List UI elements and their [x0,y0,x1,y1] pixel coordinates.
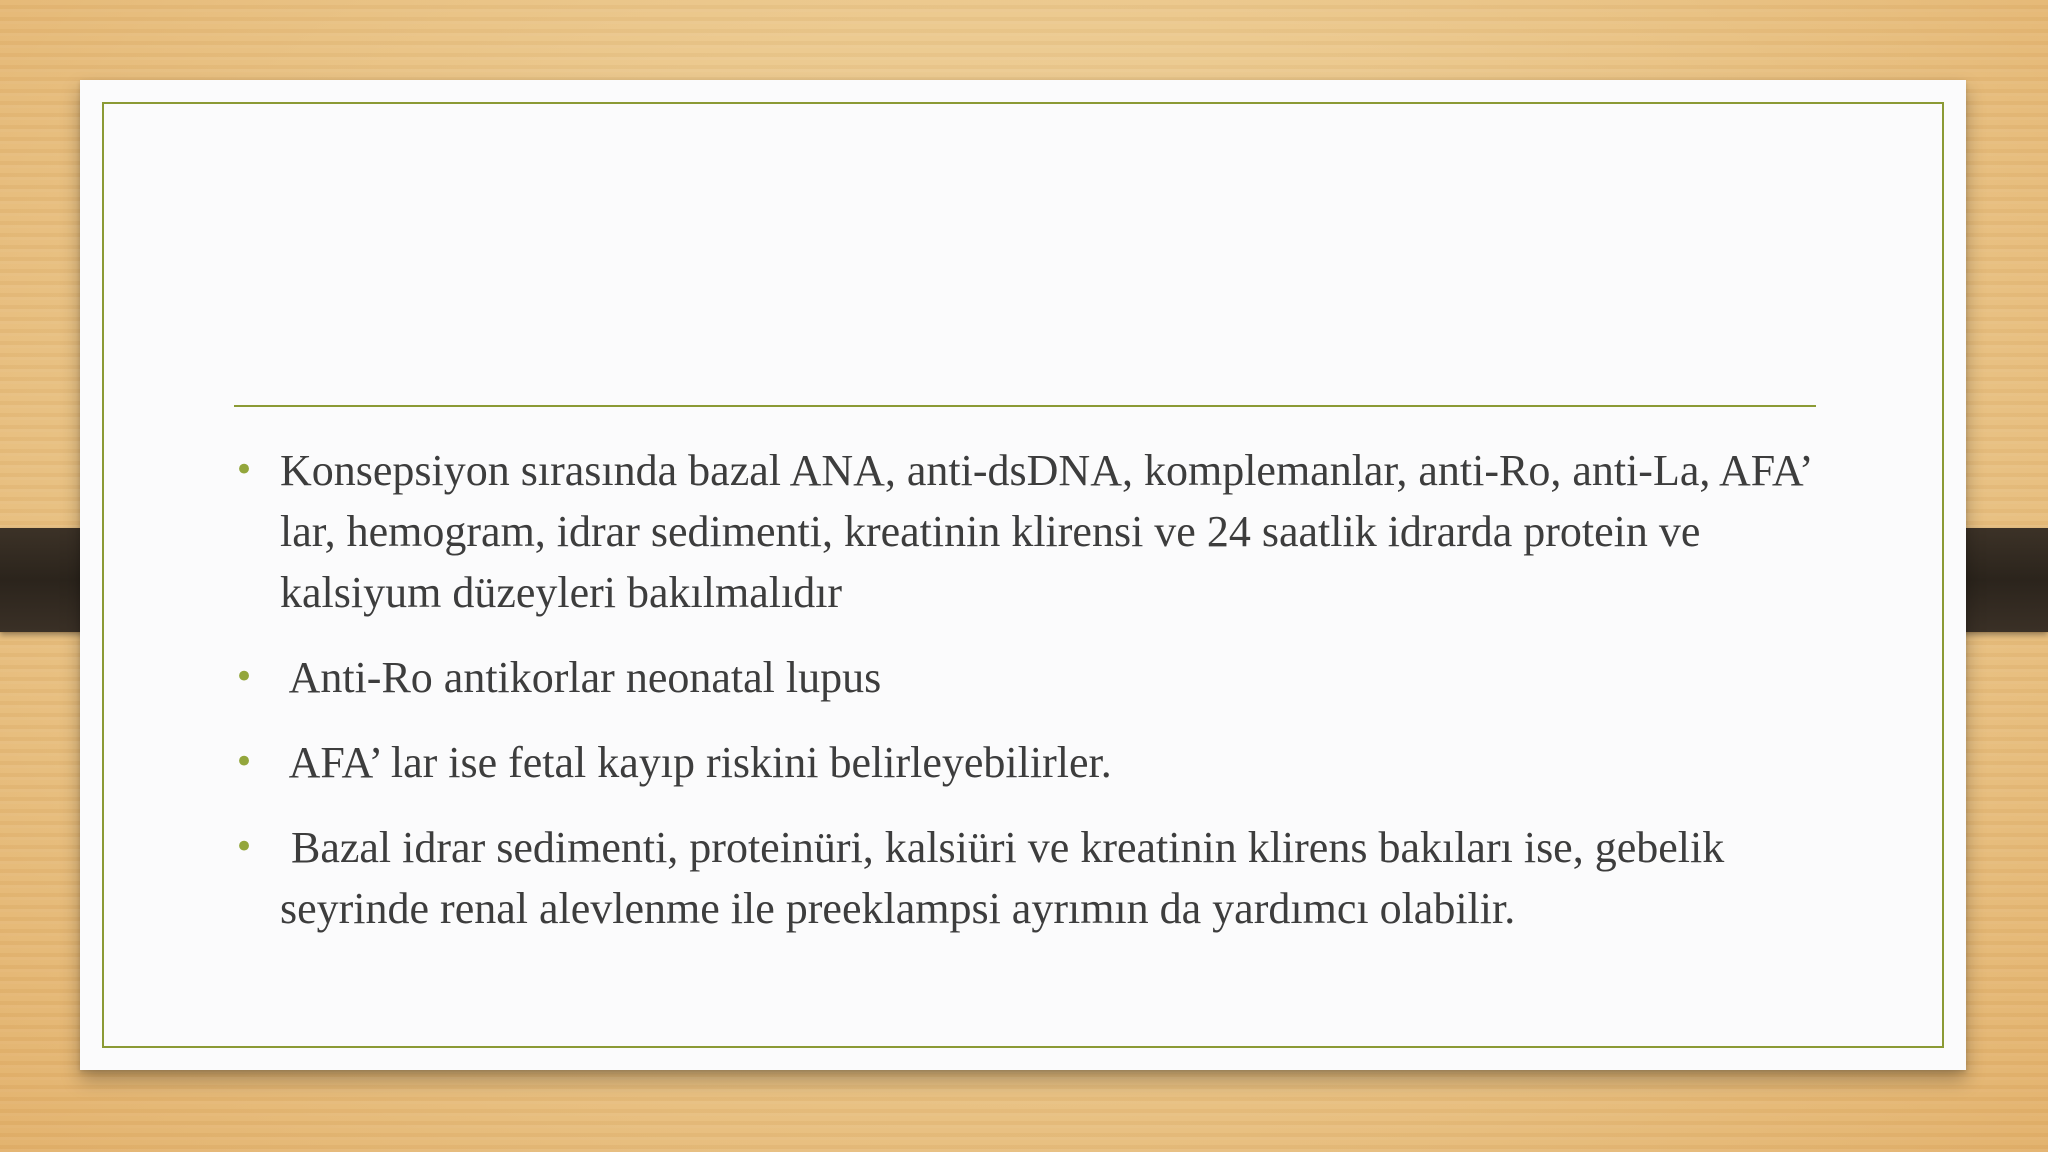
bullet-text: Konsepsiyon sırasında bazal ANA, anti-dsDNA, komplemanlar, anti-Ro, anti-La, AFA’ lar, hemogram, idrar sedimenti, kreatinin klirensi ve 24 saatlik idrarda protein ve kalsiyum düzeyleri bakılmalıdır [280,446,1811,617]
list-item [234,647,1834,708]
bullet-icon: • [234,657,255,697]
list-item [234,440,1834,623]
bullet-text: Anti-Ro antikorlar neonatal lupus [280,653,882,702]
bullet-list [234,440,1834,963]
bullet-icon: • [234,450,255,490]
bullet-icon: • [234,827,255,867]
list-item [234,732,1834,793]
bullet-icon: • [234,742,255,782]
title-divider [234,405,1816,407]
list-item [234,817,1834,939]
slide-card [80,80,1966,1070]
bullet-text: AFA’ lar ise fetal kayıp riskini belirleyebilirler. [280,738,1112,787]
bullet-text: Bazal idrar sedimenti, proteinüri, kalsiüri ve kreatinin klirens bakıları ise, gebelik seyrinde renal alevlenme ile preeklampsi ayrımın da yardımcı olabilir. [280,823,1736,933]
